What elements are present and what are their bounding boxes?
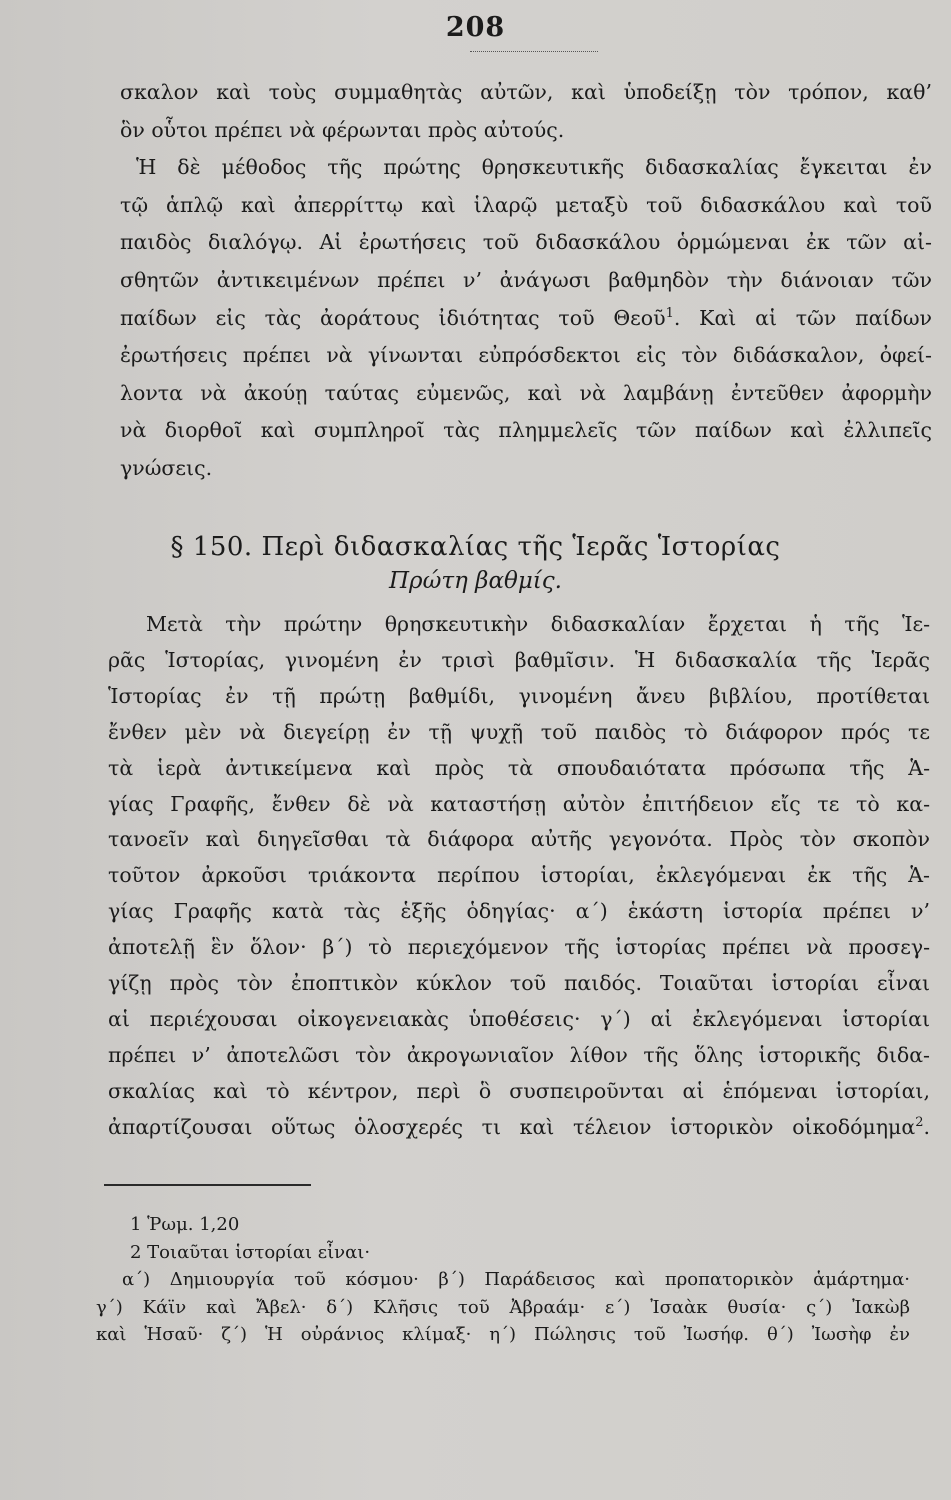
text-line [120,300,932,338]
text-line: ρᾶς Ἱστορίας, γινομένη ἐν τρισὶ βαθμῖσιν. Ἡ διδασκαλία τῆς Ἱερᾶς [108,647,930,672]
text-line: γνώσεις. [120,455,213,480]
text-line: τὰ ἱερὰ ἀντικείμενα καὶ πρὸς τὰ σπουδαιότατα πρόσωπα τῆς Ἁ- [108,755,930,780]
footnote-2: 2 Τοιαῦται ἱστορίαι εἶναι· [130,1241,371,1263]
text-segment: . Καὶ αἱ τῶν παίδων [673,305,932,330]
page-number: 208 [445,12,506,43]
upper-text-block [120,74,932,488]
text-line: ἀπαρτίζουσαι οὕτως ὁλοσχερές τι καὶ τέλειον ἱστορικὸν οἰκοδόμημα$^2$. [108,1114,930,1139]
text-line: σθητῶν ἀντικειμένων πρέπει ν’ ἀνάγωσι βαθμηδὸν τὴν διάνοιαν τῶν [120,267,932,292]
text-line: τανοεῖν καὶ διηγεῖσθαι τὰ διάφορα αὐτῆς γεγονότα. Πρὸς τὸν σκοπὸν [108,827,930,852]
text-line: παιδὸς διαλόγῳ. Αἱ ἐρωτήσεις τοῦ διδασκάλου ὁρμώμεναι ἐκ τῶν αἰ- [120,230,932,255]
section-heading [0,530,951,564]
text-line: Ἱστορίας ἐν τῇ πρώτῃ βαθμίδι, γινομένη ἄνευ βιβλίου, προτίθεται [108,683,930,708]
text-line: Ἡ δὲ μέθοδος τῆς πρώτης θρησκευτικῆς διδασκαλίας ἔγκειται ἐν [136,155,932,180]
text-line: τῷ ἁπλῷ καὶ ἀπερρίττῳ καὶ ἱλαρῷ μεταξὺ τοῦ διδασκάλου καὶ τοῦ [120,192,932,217]
footnote-line: α΄) Δημιουργία τοῦ κόσμου· β΄) Παράδεισος καὶ προπατορικὸν ἁμάρτημα· [122,1269,910,1290]
text-segment: ἀπαρτίζουσαι οὕτως ὁλοσχερές τι καὶ τέλειον ἱστορικὸν οἰκοδόμημα [108,1114,916,1139]
text-line: πρέπει ν’ ἀποτελῶσι τὸν ἀκρογωνιαῖον λίθον τῆς ὅλης ἱστορικῆς διδα- [108,1042,930,1067]
text-line: τοῦτον ἀρκοῦσι τριάκοντα περίπου ἱστορίαι, ἐκλεγόμεναι ἐκ τῆς Ἁ- [108,863,930,888]
footnote-1: 1 Ῥωμ. 1,20 [130,1214,240,1235]
text-line: γίας Γραφῆς κατὰ τὰς ἑξῆς ὁδηγίας· α΄) ἑκάστη ἱστορία πρέπει ν’ [108,899,930,924]
text-line: σκαλίας καὶ τὸ κέντρον, περὶ ὃ συσπειροῦνται αἱ ἑπόμεναι ἱστορίαι, [108,1078,930,1103]
text-line: ἔνθεν μὲν νὰ διεγείρῃ ἐν τῇ ψυχῇ τοῦ παιδὸς τὸ διάφορον πρός τε [108,719,930,744]
section-subheading: Πρώτη βαθμίς. [389,568,562,594]
footnote-divider [104,1184,311,1186]
text-line: αἱ περιέχουσαι οἰκογενειακὰς ὑποθέσεις· γ΄) αἱ ἐκλεγόμεναι ἱστορίαι [108,1006,930,1031]
footnote-marker: 1 [665,305,674,321]
text-line: ἐρωτήσεις πρέπει νὰ γίνωνται εὐπρόσδεκτοι εἰς τὸν διδάσκαλον, ὀφεί- [120,343,932,368]
footnote-line: γ΄) Κάϊν καὶ Ἄβελ· δ΄) Κλῆσις τοῦ Ἀβραάμ· ε΄) Ἰσαὰκ θυσία· ς΄) Ἰακὼβ [96,1296,910,1318]
text-line: νὰ διορθοῖ καὶ συμπληροῖ τὰς πλημμελεῖς τῶν παίδων καὶ ἐλλιπεῖς [120,418,932,443]
text-line: λοντα νὰ ἀκούῃ ταύτας εὐμενῶς, καὶ νὰ λαμβάνῃ ἐντεῦθεν ἀφορμὴν [120,380,932,405]
text-line: γίζῃ πρὸς τὸν ἐποπτικὸν κύκλον τοῦ παιδός. Τοιαῦται ἱστορίαι εἶναι [108,971,930,996]
text-line: σκαλον καὶ τοὺς συμμαθητὰς αὐτῶν, καὶ ὑποδείξῃ τὸν τρόπον, καθ’ [120,80,932,104]
text-line: Μετὰ τὴν πρώτην θρησκευτικὴν διδασκαλίαν ἔρχεται ἡ τῆς Ἱε- [146,612,930,636]
text-line: γίας Γραφῆς, ἔνθεν δὲ νὰ καταστήσῃ αὐτὸν ἐπιτήδειον εἴς τε τὸ κα- [108,791,930,816]
footnote-marker: 2 [915,1114,924,1130]
section-heading-text: § 150. Περὶ διδασκαλίας τῆς Ἱερᾶς Ἱστορίας [170,532,781,562]
text-segment: παίδων εἰς τὰς ἀοράτους ἰδιότητας τοῦ Θεοῦ [120,305,666,330]
text-line: ἀποτελῇ ἓν ὅλον· β΄) τὸ περιεχόμενον τῆς ἱστορίας πρέπει νὰ προσεγ- [108,935,930,960]
footnote-line: καὶ Ἡσαῦ· ζ΄) Ἡ οὐράνιος κλίμαξ· η΄) Πώλησις τοῦ Ἰωσήφ. θ΄) Ἰωσὴφ ἐν [96,1324,910,1345]
lower-text-block [108,607,930,1146]
footnotes [96,1211,910,1349]
page-number-rule [470,51,598,52]
text-line: ὃν οὗτοι πρέπει νὰ φέρωνται πρὸς αὐτούς. [120,117,565,142]
